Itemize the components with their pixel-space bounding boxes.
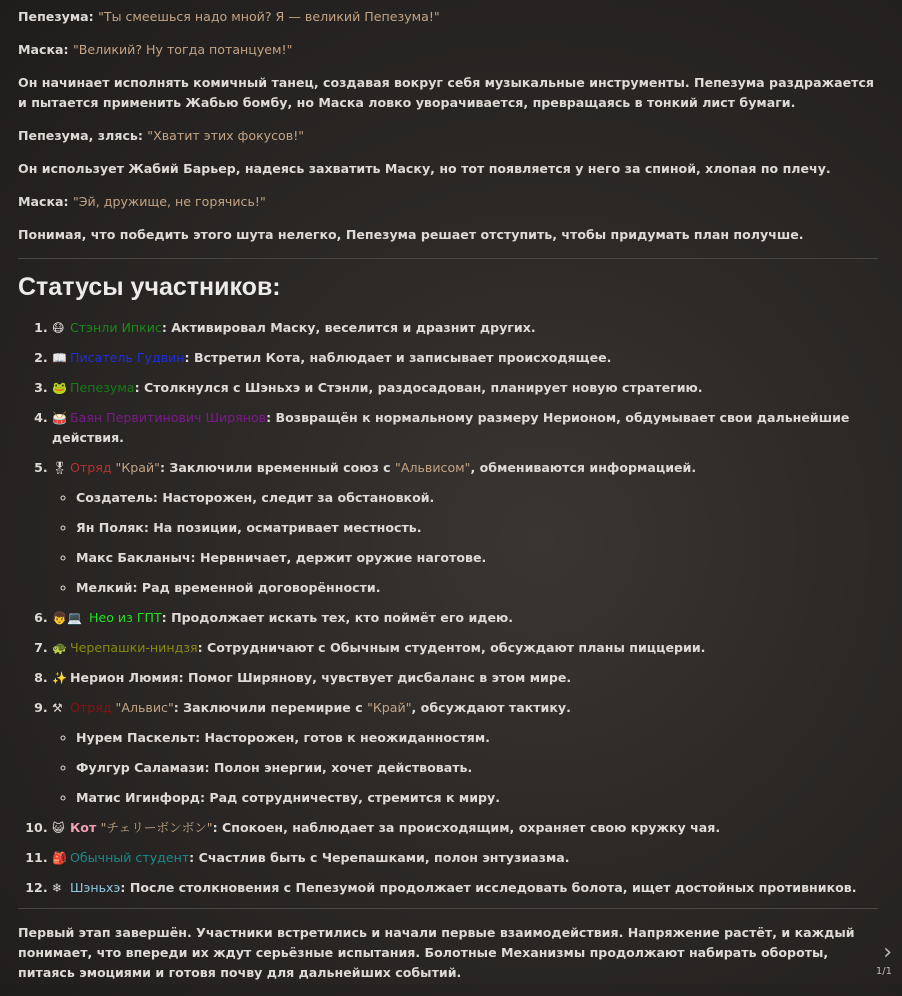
status-text: Нерион Люмия: Помог Ширянову, чувствует дисбаланс в этом мире. [70,670,572,685]
narrative-paragraph [18,40,878,60]
drum-icon: 🥁 [52,411,67,425]
member-item: ◦ Мелкий: Рад временной договорённости. [76,578,878,598]
character-name: Обычный студент [70,850,190,865]
mask-face-icon: 😷 [52,321,65,335]
character-name: Пепезума [70,380,135,395]
status-item [52,348,878,368]
status-item [52,378,878,398]
status-item [52,848,878,868]
character-name: Стэнли Ипкис [70,320,162,335]
character-name: Баян Первитинович Ширянов [70,410,267,425]
narrative [18,7,878,245]
outro-text: Первый этап завершён. Участники встретились и начали первые взаимодействия. Напряжение растёт, и каждый понимает, что впереди их ждут серьёзные испытания. Болотные Механизмы продолжают набирать обороты, питаясь эмоциями и готовя почву для дальнейших событий. [18,925,855,980]
status-item [52,408,878,448]
character-name: Шэньхэ [70,880,121,895]
sparkles-icon: ✨ [52,671,67,685]
member-list [52,488,878,598]
status-text: , обмениваются информацией. [470,460,697,475]
speaker: Маска: [18,194,69,209]
character-name: "チェリーボンボン" [100,820,213,835]
member-item: ◦ Матис Игинфорд: Рад сотрудничеству, стремится к миру. [76,788,878,808]
status-text: : Спокоен, наблюдает за происходящим, охраняет свою кружку чая. [212,820,721,835]
status-item [52,878,878,898]
character-name: "Край" [115,460,160,475]
character-name: "Альвисом" [395,460,471,475]
narrative-paragraph [18,7,878,27]
status-text: : Активировал Маску, веселится и дразнит других. [161,320,536,335]
cat-icon: 😺 [52,821,65,835]
character-name: "Край" [367,700,412,715]
page-counter: 1/1 [875,966,892,977]
character-name: Отряд [70,460,116,475]
status-item [52,668,878,688]
divider [18,258,878,259]
narrative-paragraph [18,192,878,212]
book-icon: 📖 [52,351,67,365]
character-name: "Альвис" [115,700,174,715]
medal-icon: 🎖 [52,461,68,475]
quote: "Ты смеешься надо мной? Я — великий Пепезума!" [98,9,440,24]
member-item: ◦ Фулгур Саламази: Полон энергии, хочет действовать. [76,758,878,778]
character-name: Отряд [70,700,116,715]
character-name: Черепашки-ниндзя [70,640,198,655]
status-item [52,698,878,808]
divider [18,908,878,909]
member-item: ◦ Ян Поляк: На позиции, осматривает местность. [76,518,878,538]
speaker: Маска: [18,42,69,57]
status-item [52,608,878,628]
message-content [18,7,878,996]
speaker: Пепезума: [18,9,94,24]
quote: "Эй, дружище, не горячись!" [72,194,266,209]
quote: "Хватит этих фокусов!" [147,128,305,143]
character-name: Нео из ГПТ [85,610,162,625]
member-item: ◦ Макс Бакланыч: Нервничает, держит оружие наготове. [76,548,878,568]
frog-icon: 🐸 [52,381,67,395]
snowflake-icon: ❄ [52,881,63,895]
status-text: : Заключили перемирие с [173,700,368,715]
status-list [18,318,878,898]
status-heading: Статусы участников: [18,273,281,301]
status-item [52,638,878,658]
status-item [52,818,878,838]
status-item [52,458,878,598]
status-item [52,318,878,338]
status-text: : Заключили временный союз с [159,460,396,475]
status-text: : Продолжает искать тех, кто поймёт его идею. [161,610,514,625]
status-text: : Столкнулся с Шэньхэ и Стэнли, раздосадован, планирует новую стратегию. [134,380,703,395]
character-name: Кот [70,820,101,835]
status-text: : Сотрудничают с Обычным студентом, обсуждают планы пиццерии. [197,640,706,655]
character-name: Писатель Гудвин [70,350,185,365]
boy-laptop-icon: 👦💻 [52,611,82,625]
narrative-paragraph: Он использует Жабий Барьер, надеясь захватить Маску, но тот появляется у него за спиной, хлопая по плечу. [18,161,831,176]
hammer-pick-icon: ⚒ [52,701,63,715]
status-text: : Возвращён к нормальному размеру Нерионом, обдумывает свои дальнейшие действия. [52,410,850,445]
member-list [52,728,878,808]
narrative-paragraph: Понимая, что победить этого шута нелегко, Пепезума решает отступить, чтобы придумать план получше. [18,227,804,242]
member-item: ◦ Нурем Паскельт: Насторожен, готов к неожиданностям. [76,728,878,748]
status-text: : Встретил Кота, наблюдает и записывает происходящее. [184,350,612,365]
status-text: : После столкновения с Пепезумой продолжает исследовать болота, ищет достойных противников. [120,880,857,895]
narrative-paragraph: Он начинает исполнять комичный танец, создавая вокруг себя музыкальные инструменты. Пепезума раздражается и пытается применить Жабью бомбу, но Маска ловко уворачивается, превращаясь в тонкий лист бумаги. [18,75,874,110]
narrative-paragraph [18,126,878,146]
quote: "Великий? Ну тогда потанцуем!" [72,42,293,57]
next-chevron-icon[interactable]: › [883,940,892,965]
speaker: Пепезума, злясь: [18,128,143,143]
backpack-icon: 🎒 [52,851,67,865]
member-item: ◦ Создатель: Насторожен, следит за обстановкой. [76,488,878,508]
status-text: : Счастлив быть с Черепашками, полон энтузиазма. [189,850,570,865]
turtle-icon: 🐢 [52,641,67,655]
status-text: , обсуждают тактику. [411,700,571,715]
